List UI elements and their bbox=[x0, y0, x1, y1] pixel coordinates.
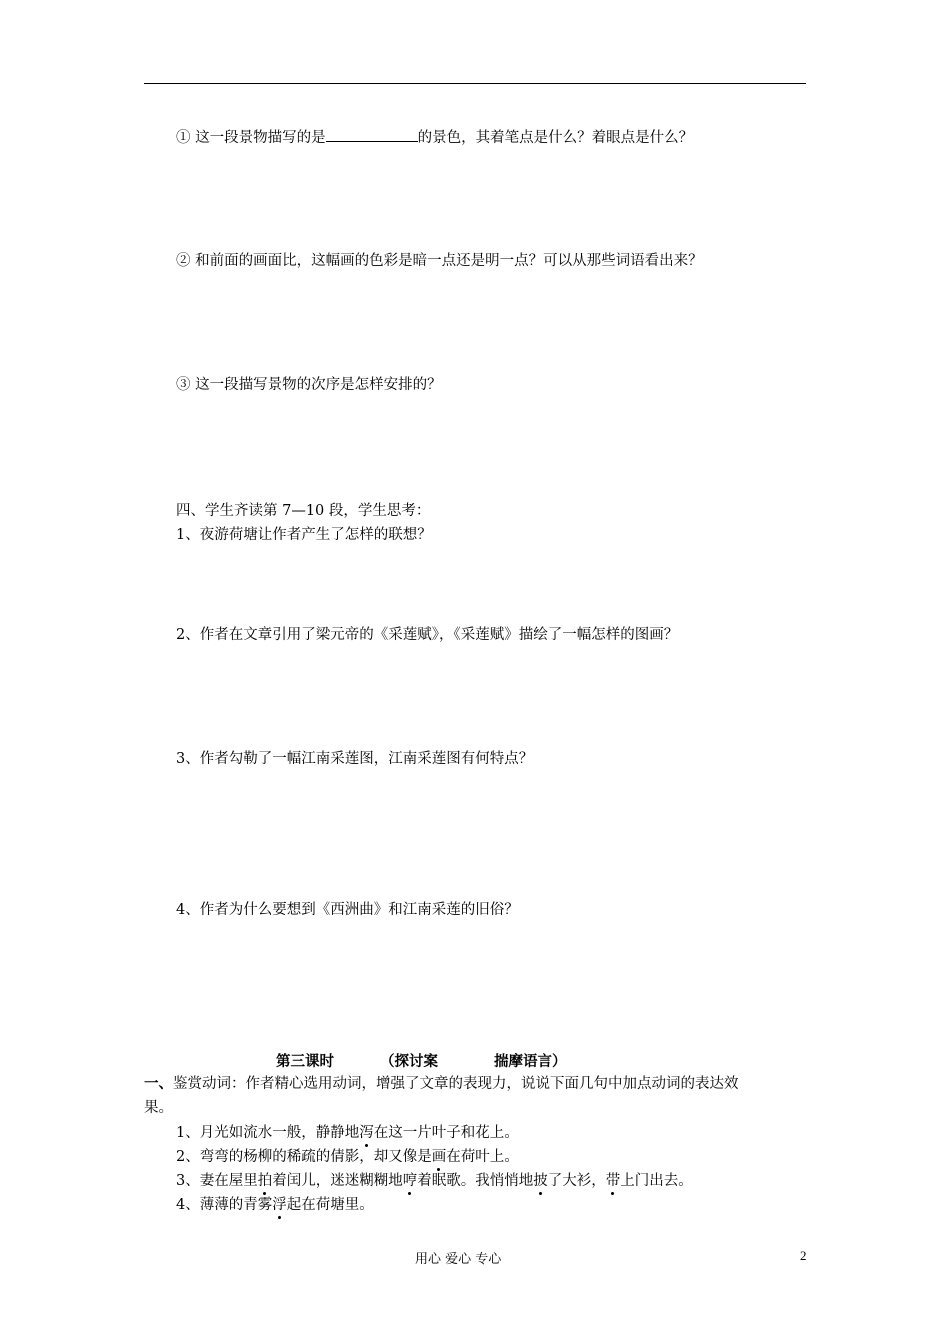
section-4-item-3: 3、作者勾勒了一幅江南采莲图，江南采莲图有何特点？ bbox=[176, 751, 534, 767]
section-4-item-4: 4、作者为什么要想到《西洲曲》和江南采莲的旧俗？ bbox=[176, 902, 519, 918]
emphasized-verb: 披 bbox=[533, 1173, 548, 1189]
sentence-3-text: 着闰儿，迷迷糊糊地 bbox=[272, 1173, 403, 1189]
intro-text: 鉴赏动词：作者精心选用动词，增强了文章的表现力，说说下面几句中加点动词的表达效 bbox=[173, 1076, 739, 1092]
sentence-3-text: 上门出去。 bbox=[620, 1173, 693, 1189]
sentence-3 bbox=[176, 1171, 693, 1191]
intro-text-wrap: 果。 bbox=[144, 1100, 173, 1116]
sentence-3-text: 着眠歌。我悄悄地 bbox=[417, 1173, 534, 1189]
header-rule bbox=[144, 83, 806, 84]
sentence-3-text: 3、妻在屋里 bbox=[176, 1173, 258, 1189]
emphasized-verb: 带 bbox=[605, 1173, 621, 1189]
question-3: ③ 这一段描写景物的次序是怎样安排的？ bbox=[176, 377, 442, 393]
footer-motto: 用心 爱心 专心 bbox=[415, 1252, 502, 1267]
sentence-2 bbox=[176, 1147, 519, 1167]
sentence-1 bbox=[176, 1123, 519, 1143]
section-4-item-1: 1、夜游荷塘让作者产生了怎样的联想？ bbox=[176, 527, 432, 543]
question-1 bbox=[176, 127, 693, 148]
question-1-start: ① 这一段景物描写的是 bbox=[176, 130, 326, 146]
page-number: 2 bbox=[800, 1248, 807, 1263]
appreciation-intro bbox=[144, 1072, 808, 1120]
sentence-4-text-end: 起在荷塘里。 bbox=[286, 1197, 374, 1213]
emphasized-verb: 哼 bbox=[402, 1173, 418, 1189]
section-4-title: 四、学生齐读第 7—10 段，学生思考： bbox=[176, 503, 431, 519]
question-2: ② 和前面的画面比，这幅画的色彩是暗一点还是明一点？可以从那些词语看出来？ bbox=[176, 253, 703, 269]
sentence-4-text: 4、薄薄的青雾 bbox=[176, 1197, 273, 1213]
question-1-end: 的景色，其着笔点是什么？着眼点是什么？ bbox=[417, 130, 694, 146]
sentence-1-text-end: 在这一片叶子和花上。 bbox=[373, 1125, 519, 1141]
sentence-4 bbox=[176, 1195, 374, 1215]
section-4-item-2: 2、作者在文章引用了梁元帝的《采莲赋》，《采莲赋》描绘了一幅怎样的图画？ bbox=[176, 627, 679, 643]
intro-number: 一、 bbox=[144, 1075, 173, 1092]
lesson-3-type: （探讨案 bbox=[380, 1053, 438, 1070]
sentence-1-text: 1、月光如流水一般，静静地 bbox=[176, 1125, 360, 1141]
emphasized-verb: 画 bbox=[431, 1149, 447, 1165]
lesson-3-title: 第三课时 bbox=[276, 1053, 334, 1070]
fill-in-blank bbox=[326, 127, 418, 142]
lesson-3-topic: 揣摩语言） bbox=[494, 1053, 567, 1070]
emphasized-verb: 泻 bbox=[359, 1125, 374, 1141]
sentence-2-text: 2、弯弯的杨柳的稀疏的倩影，却又像是 bbox=[176, 1149, 432, 1165]
sentence-3-text: 了大衫， bbox=[547, 1173, 606, 1189]
emphasized-verb: 拍 bbox=[257, 1173, 273, 1189]
sentence-2-text-end: 在荷叶上。 bbox=[446, 1149, 519, 1165]
emphasized-verb: 浮 bbox=[272, 1197, 287, 1213]
